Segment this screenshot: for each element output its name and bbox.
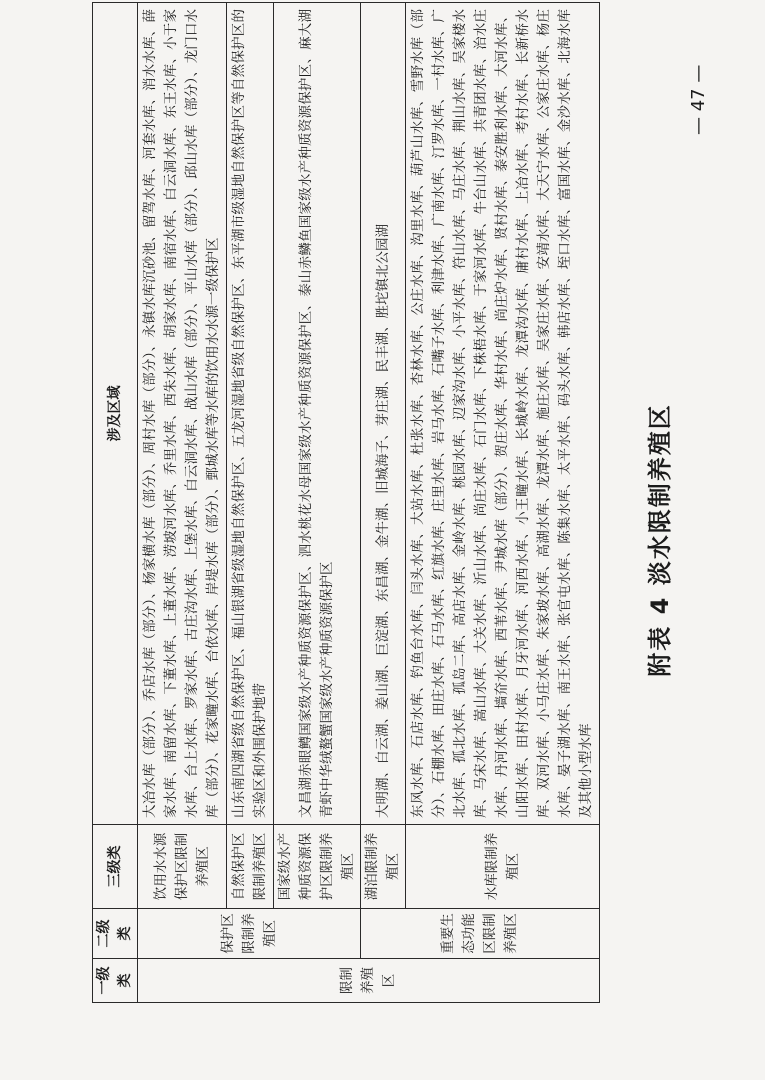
level3-cell: 国家级水产种质资源保护区限制养殖区 bbox=[274, 825, 361, 909]
table-row bbox=[361, 3, 406, 1003]
level3-cell: 饮用水水源保护区限制养殖区 bbox=[138, 825, 227, 909]
level3-cell: 湖泊限制养殖区 bbox=[361, 825, 406, 909]
level2-cell: 保护区限制养殖区 bbox=[138, 909, 361, 959]
header-area: 涉及区域 bbox=[93, 3, 138, 825]
table-row bbox=[138, 3, 227, 1003]
header-level1: 一级类 bbox=[93, 959, 138, 1003]
area-cell: 大冶水库（部分）、乔店水库（部分）、杨家横水库（部分）、周村水库（部分）、永镇水库沉砂池、留驾水库、河套水库、消水水库、薛家水库、南留水库、下董水库、上董水库、涝坡河水库、乔里水库、西朱水库、胡家水库、南宿水库、白云洞水库、东王水库、小于家水库、台上水库、罗家水库、古庄沟水库、上堡水库、白云洞水库、战山水库（部分）、平山水库（部分）、邱山水库（部分）、龙门口水库（部分）、花家疃水库、台依水库、岸堤水库（部分）、鄄城水库等水库的饮用水水源一级保护区 bbox=[138, 3, 227, 825]
table-row bbox=[406, 3, 600, 1003]
table-header-row bbox=[93, 3, 138, 1003]
level3-cell: 水库限制养殖区 bbox=[406, 825, 600, 909]
level3-cell: 自然保护区限制养殖区 bbox=[227, 825, 274, 909]
area-cell: 大明湖、白云湖、姜山湖、巨淀湖、东昌湖、金牛湖、旧城海子、芽庄湖、民丰湖、胜坨镇北公园湖 bbox=[361, 3, 406, 825]
page-number: — 47 — bbox=[688, 64, 709, 135]
page-title: 附表 4 淡水限制养殖区 bbox=[646, 403, 674, 677]
area-cell: 东风水库、石店水库、钓鱼台水库、闫头水库、大站水库、杜张水库、杏林水库、公庄水库、沟里水库、葫芦山水库、雪野水库（部分）、石棚水库、田庄水库、石马水库、红旗水库、庄里水库、岩马水库、石嘴子水库、利津水库、广南水库、汀罗水库、一村水库、广北水库、孤北水库、孤岛二库、高店水库、金岭水库、桃园水库、辺家沟水库、小平水库、符山水库、马庄水库、荆山水库、吴家楼水库、马宋水库、嵩山水库、大关水库、沂山水库、尚庄水库、石门水库、下株梧水库、于家河水库、牛台山水库、共青团水库、治水庄水库、丹河水库、墙夼水库、西苇水库、尹城水库（部分）、贺庄水库、华村水库、尚庄炉水库、贤村水库、泰安胜利水库、大河水库、山阳水库、田村水库、月牙河水库、河西水库、小王疃水库、长城岭水库、龙潭沟水库、庸村水库、上冶水库、考村水库、长新桥水库、双河水库、小马庄水库、朱家坡水库、高湖水库、龙潭水库、施庄水库、吴家庄水库、安靖水库、大天宁水库、公家庄水库、杨庄水库、晏子湖水库、南王水库、张官屯水库、陈集水库、太平水库、码头水库、韩店水库、垤口水库、富国水库、金沙水库、北海水库及其他小型水库 bbox=[406, 3, 600, 825]
restricted-aquaculture-table bbox=[92, 2, 600, 1003]
table-row bbox=[274, 3, 361, 1003]
area-cell: 山东南四湖省级自然保护区、福山银湖省级湿地自然保护区、五龙河湿地省级自然保护区、东平湖市级湿地自然保护区等自然保护区的实验区和外围保护地带 bbox=[227, 3, 274, 825]
level1-cell: 限制养殖区 bbox=[138, 959, 600, 1003]
area-cell: 文昌湖赤眼鳟国家级水产种质资源保护区、泗水桃花水母国家级水产种质资源保护区、泰山赤鳞鱼国家级水产种质资源保护区、麻大湖青虾中华绒螯蟹国家级水产种质资源保护区 bbox=[274, 3, 361, 825]
header-level2: 二级类 bbox=[93, 909, 138, 959]
header-level3: 三级类 bbox=[93, 825, 138, 909]
level2-cell: 重要生态功能区限制养殖区 bbox=[361, 909, 600, 959]
table-row bbox=[227, 3, 274, 1003]
